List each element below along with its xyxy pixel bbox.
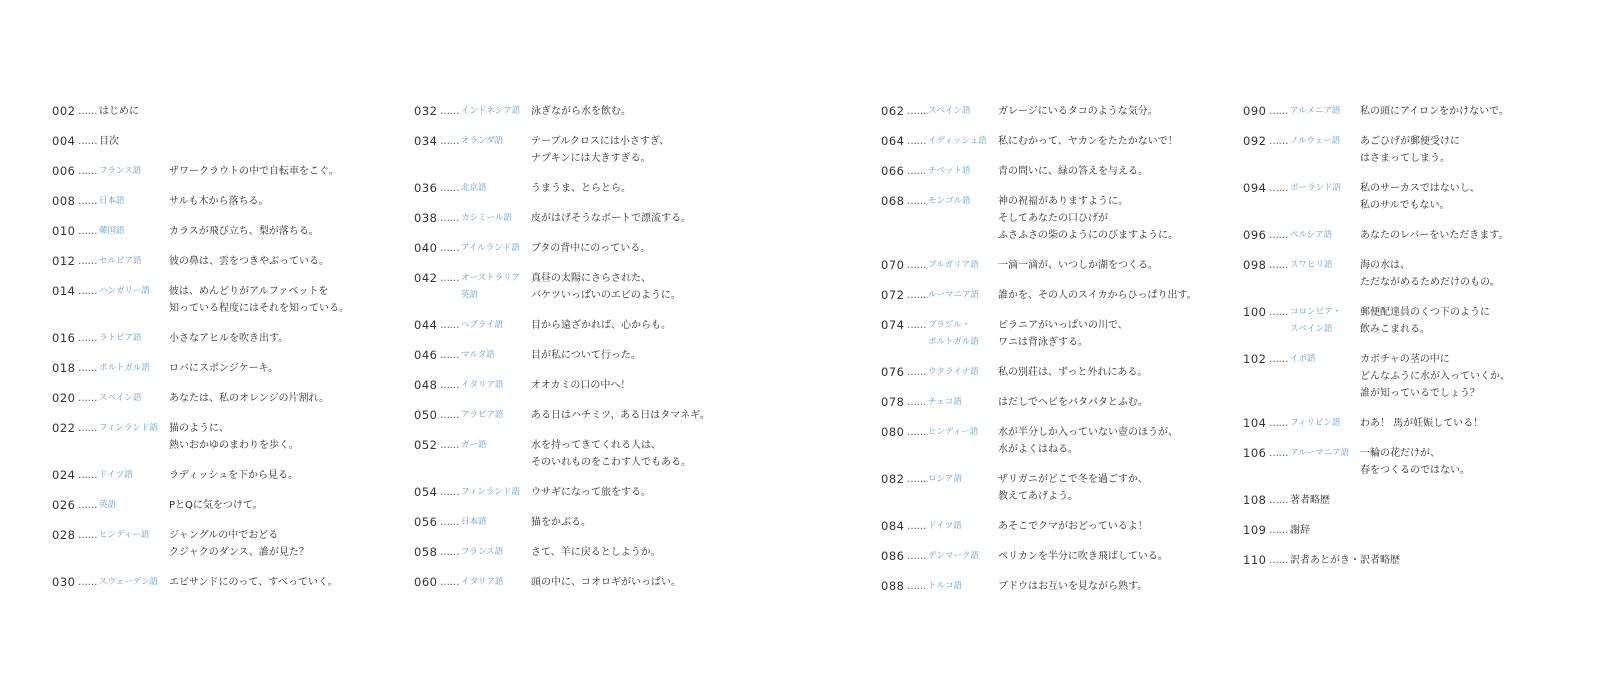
page-number: 100 — [1243, 305, 1267, 319]
language-label: チベット語 — [928, 166, 971, 176]
language-label: オランダ語 — [461, 136, 504, 146]
language-label: ノルウェー語 — [1290, 136, 1341, 146]
language-label: 英語 — [99, 500, 117, 510]
page-number: 084 — [881, 519, 905, 533]
language-label: モンゴル語 — [928, 196, 971, 206]
leader-dots: …… — [907, 551, 926, 562]
leader-dots: …… — [907, 290, 926, 301]
language-label: イディッシュ語 — [928, 136, 987, 146]
leader-dots: …… — [78, 286, 97, 297]
toc-entry — [414, 270, 774, 304]
toc-entry — [881, 317, 1241, 351]
leader-dots: …… — [907, 581, 926, 592]
toc-entry — [881, 287, 1241, 304]
leader-dots: …… — [907, 166, 926, 177]
proverb-text: 水が半分しか入っていない壺のほうが、 水がよくはねる。 — [998, 427, 1178, 455]
page-number: 010 — [52, 224, 76, 238]
toc-entry — [414, 574, 774, 591]
language-label: アイルランド語 — [461, 243, 520, 253]
language-label: ヒンディー語 — [928, 427, 979, 437]
leader-dots: …… — [440, 106, 459, 117]
proverb-text: 私にむかって、ヤカンをたたかないで！ — [998, 136, 1178, 147]
toc-entry — [1243, 227, 1600, 244]
page-number: 016 — [52, 331, 76, 345]
toc-entry — [414, 484, 774, 501]
proverb-text: オオカミの口の中へ！ — [531, 380, 631, 391]
page-number: 004 — [52, 134, 76, 148]
proverb-text: 私の別荘は、ずっと外れにある。 — [998, 367, 1148, 378]
leader-dots: …… — [1269, 260, 1288, 271]
language-label: ヘブライ語 — [461, 320, 503, 330]
section-title: 訳者あとがき・訳者略歴 — [1290, 555, 1400, 566]
page-number: 032 — [414, 104, 438, 118]
page-number: 054 — [414, 485, 438, 499]
page-number: 066 — [881, 164, 905, 178]
toc-entry — [881, 471, 1241, 505]
language-label: ロシア語 — [928, 474, 963, 484]
leader-dots: …… — [78, 393, 97, 404]
leader-dots: …… — [440, 577, 459, 588]
toc-entry — [1243, 103, 1600, 120]
toc-entry — [52, 253, 412, 270]
section-title: 目次 — [99, 136, 119, 147]
leader-dots: …… — [78, 226, 97, 237]
language-label: ポーランド語 — [1290, 183, 1342, 193]
proverb-text: ザリガニがどこで冬を過ごすか、 教えてあげよう。 — [998, 474, 1148, 502]
toc-entry — [1243, 522, 1600, 539]
page-number: 068 — [881, 194, 905, 208]
leader-dots: …… — [78, 166, 97, 177]
proverb-text: 彼は、めんどりがアルファベットを 知っている程度にはそれを知っている。 — [169, 286, 349, 314]
proverb-text: カラスが飛び立ち、梨が落ちる。 — [169, 226, 319, 237]
proverb-text: 小さなアヒルを吹き出す。 — [169, 333, 289, 344]
language-label: セルビア語 — [99, 256, 142, 266]
proverb-text: テーブルクロスには小さすぎ、 ナプキンには大きすぎる。 — [531, 136, 670, 164]
proverb-text: 皮がはげそうなボートで漂流する。 — [531, 213, 691, 224]
toc-entry — [52, 574, 412, 591]
leader-dots: …… — [907, 260, 926, 271]
proverb-text: うまうま、とらとら。 — [531, 183, 631, 194]
toc-entry — [52, 330, 412, 347]
language-label: アルメニア語 — [1290, 106, 1341, 116]
toc-entry — [52, 527, 412, 561]
page-number: 060 — [414, 575, 438, 589]
proverb-text: エビサンドにのって、すべっていく。 — [169, 577, 338, 588]
proverb-text: 私の頭にアイロンをかけないで。 — [1360, 106, 1509, 117]
language-label: ブラジル・ ポルトガル語 — [928, 320, 979, 347]
page-number: 022 — [52, 421, 76, 435]
proverb-text: ペリカンを半分に吹き飛ばしている。 — [998, 551, 1168, 562]
language-label: ヒンディー語 — [99, 530, 150, 540]
toc-entry — [1243, 351, 1600, 402]
page-number: 094 — [1243, 181, 1267, 195]
page-number: 090 — [1243, 104, 1267, 118]
proverb-text: 猫をかぶる。 — [531, 517, 591, 528]
page-number: 040 — [414, 241, 438, 255]
proverb-text: さて、羊に戻るとしようか。 — [531, 547, 661, 558]
toc-entry — [414, 544, 774, 561]
toc-entry — [881, 424, 1241, 458]
language-label: ポルトガル語 — [99, 363, 150, 373]
language-label: チェコ語 — [928, 397, 962, 407]
leader-dots: …… — [1269, 230, 1288, 241]
toc-entry — [52, 193, 412, 210]
leader-dots: …… — [78, 196, 97, 207]
leader-dots: …… — [1269, 183, 1288, 194]
proverb-text: ザワークラウトの中で自転車をこぐ。 — [169, 166, 339, 177]
proverb-text: ブドウはお互いを見ながら熟す。 — [998, 581, 1148, 592]
page-number: 048 — [414, 378, 438, 392]
page-number: 062 — [881, 104, 905, 118]
toc-entry — [52, 497, 412, 514]
toc-entry — [52, 360, 412, 377]
toc-entry — [414, 180, 774, 197]
leader-dots: …… — [1269, 448, 1288, 459]
proverb-text: あそこでクマがおどっているよ！ — [998, 521, 1148, 532]
toc-entry — [1243, 133, 1600, 167]
proverb-text: 真昼の太陽にさらされた、 バケツいっぱいのエビのように。 — [531, 273, 681, 301]
page-number: 044 — [414, 318, 438, 332]
leader-dots: …… — [440, 213, 459, 224]
proverb-text: ジャングルの中でおどる クジャクのダンス、誰が見た？ — [169, 530, 309, 558]
page-number: 080 — [881, 425, 905, 439]
language-label: ドイツ語 — [99, 470, 133, 480]
proverb-text: 猫のように、 熱いおかゆのまわりを歩く。 — [169, 423, 299, 451]
language-label: ドイツ語 — [928, 521, 962, 531]
language-label: スペイン語 — [99, 393, 142, 403]
toc-entry — [881, 364, 1241, 381]
page-number: 028 — [52, 528, 76, 542]
page-number: 020 — [52, 391, 76, 405]
page-number: 088 — [881, 579, 905, 593]
language-label: アルーマニア語 — [1290, 448, 1350, 458]
page-number: 036 — [414, 181, 438, 195]
language-label: イタリア語 — [461, 577, 504, 587]
toc-entry — [881, 103, 1241, 120]
proverb-text: 一滴一滴が、いつしか湖をつくる。 — [998, 260, 1158, 271]
proverb-text: カボチャの茎の中に どんなふうに水が入っていくか、 誰が知っているでしょう？ — [1360, 354, 1510, 399]
leader-dots: …… — [1269, 555, 1288, 566]
toc-entry — [1243, 304, 1600, 338]
proverb-text: ガレージにいるタコのような気分。 — [998, 106, 1158, 117]
language-label: マルタ語 — [461, 350, 495, 360]
leader-dots: …… — [78, 256, 97, 267]
proverb-text: 水を持ってきてくれる人は、 そのいれものをこわす人でもある。 — [531, 440, 691, 468]
leader-dots: …… — [907, 320, 926, 331]
toc-entry — [1243, 257, 1600, 291]
section-title: はじめに — [99, 106, 139, 117]
page-number: 034 — [414, 134, 438, 148]
proverb-text: 泳ぎながら水を飲む。 — [531, 106, 631, 117]
leader-dots: …… — [78, 423, 97, 434]
toc-entry — [52, 420, 412, 454]
language-label: フィンランド語 — [461, 487, 520, 497]
page-number: 042 — [414, 271, 438, 285]
toc-entry — [881, 548, 1241, 565]
toc-entry — [52, 283, 412, 317]
language-label: 日本語 — [99, 196, 125, 206]
toc-entry — [1243, 552, 1600, 569]
leader-dots: …… — [907, 106, 926, 117]
page-number: 014 — [52, 284, 76, 298]
proverb-text: 一輪の花だけが、 春をつくるのではない。 — [1360, 448, 1470, 476]
leader-dots: …… — [440, 440, 459, 451]
proverb-text: 私のサーカスではないし、 私のサルでもない。 — [1360, 183, 1480, 211]
leader-dots: …… — [78, 530, 97, 541]
proverb-text: はだしでヘビをパタパタとふむ。 — [998, 397, 1148, 408]
toc-entry — [881, 518, 1241, 535]
proverb-text: 郵便配達員のくつ下のように 飲みこまれる。 — [1360, 307, 1490, 335]
leader-dots: …… — [440, 273, 459, 284]
language-label: デンマーク語 — [928, 551, 979, 561]
proverb-text: サルも木から落ちる。 — [169, 196, 269, 207]
toc-entry — [414, 133, 774, 167]
toc-entry — [881, 578, 1241, 595]
language-label: オーストラリア 英語 — [461, 273, 521, 300]
toc-entry — [52, 467, 412, 484]
page-number: 108 — [1243, 493, 1267, 507]
page-number: 078 — [881, 395, 905, 409]
toc-entry — [414, 103, 774, 120]
section-title: 謝辞 — [1290, 525, 1310, 536]
leader-dots: …… — [440, 380, 459, 391]
page-number: 050 — [414, 408, 438, 422]
leader-dots: …… — [1269, 418, 1288, 429]
page-number: 024 — [52, 468, 76, 482]
proverb-text: 目が私について行った。 — [531, 350, 641, 361]
leader-dots: …… — [1269, 307, 1288, 318]
language-label: ハンガリー語 — [99, 286, 151, 296]
page-number: 092 — [1243, 134, 1267, 148]
leader-dots: …… — [907, 367, 926, 378]
proverb-text: ラディッシュを下から見る。 — [169, 470, 298, 481]
language-label: ルーマニア語 — [928, 290, 980, 300]
page-number: 052 — [414, 438, 438, 452]
leader-dots: …… — [907, 521, 926, 532]
language-label: ラトビア語 — [99, 333, 142, 343]
proverb-text: ある日はハチミツ、ある日はタマネギ。 — [531, 410, 710, 421]
proverb-text: あごひげが郵便受けに はさまってしまう。 — [1360, 136, 1460, 164]
leader-dots: …… — [1269, 106, 1288, 117]
leader-dots: …… — [907, 136, 926, 147]
toc-entry — [414, 347, 774, 364]
language-label: ブルガリア語 — [928, 260, 979, 270]
toc-entry — [52, 223, 412, 240]
page-number: 110 — [1243, 553, 1267, 567]
leader-dots: …… — [440, 517, 459, 528]
page-number: 038 — [414, 211, 438, 225]
language-label: 日本語 — [461, 517, 487, 527]
leader-dots: …… — [1269, 495, 1288, 506]
leader-dots: …… — [78, 577, 97, 588]
proverb-text: ブタの背中にのっている。 — [531, 243, 651, 254]
page-number: 098 — [1243, 258, 1267, 272]
language-label: カシミール語 — [461, 213, 512, 223]
language-label: フィンランド語 — [99, 423, 158, 433]
toc-entry — [52, 133, 412, 150]
language-label: スウェーデン語 — [99, 577, 158, 587]
language-label: 韓国語 — [99, 226, 125, 236]
page-number: 086 — [881, 549, 905, 563]
proverb-text: ピラニアがいっぱいの川で、 ワニは背泳ぎする。 — [998, 320, 1128, 348]
toc-entry — [881, 133, 1241, 150]
leader-dots: …… — [78, 363, 97, 374]
toc-entry — [881, 163, 1241, 180]
leader-dots: …… — [440, 320, 459, 331]
toc-column-4 — [1243, 103, 1600, 582]
page-number: 096 — [1243, 228, 1267, 242]
page-number: 002 — [52, 104, 76, 118]
toc-column-3 — [881, 103, 1241, 608]
toc-entry — [414, 437, 774, 471]
toc-entry — [1243, 492, 1600, 509]
page-number: 076 — [881, 365, 905, 379]
leader-dots: …… — [440, 243, 459, 254]
toc-entry — [414, 377, 774, 394]
leader-dots: …… — [907, 397, 926, 408]
language-label: フランス語 — [461, 547, 504, 557]
proverb-text: ロバにスポンジケーキ。 — [169, 363, 279, 374]
toc-entry — [881, 394, 1241, 411]
proverb-text: ウサギになって旅をする。 — [531, 487, 651, 498]
leader-dots: …… — [78, 136, 97, 147]
leader-dots: …… — [440, 136, 459, 147]
proverb-text: わあ！ 馬が妊娠している！ — [1360, 418, 1484, 429]
leader-dots: …… — [907, 474, 926, 485]
leader-dots: …… — [78, 500, 97, 511]
proverb-text: PとQに気をつけて。 — [169, 500, 263, 511]
page-number: 006 — [52, 164, 76, 178]
language-label: ガー語 — [461, 440, 487, 450]
toc-column-1 — [52, 103, 412, 604]
proverb-text: あなたのレバーをいただきます。 — [1360, 230, 1509, 241]
page-number: 008 — [52, 194, 76, 208]
language-label: フランス語 — [99, 166, 142, 176]
proverb-text: 目から遠ざかれば、心からも。 — [531, 320, 671, 331]
toc-entry — [1243, 445, 1600, 479]
language-label: コロンビア・ スペイン語 — [1290, 307, 1342, 334]
toc-entry — [52, 103, 412, 120]
leader-dots: …… — [78, 333, 97, 344]
page-number: 072 — [881, 288, 905, 302]
leader-dots: …… — [440, 487, 459, 498]
page-number: 064 — [881, 134, 905, 148]
language-label: トルコ語 — [928, 581, 963, 591]
proverb-text: 頭の中に、コオロギがいっぱい。 — [531, 577, 681, 588]
leader-dots: …… — [440, 547, 459, 558]
language-label: スペイン語 — [928, 106, 971, 116]
toc-entry — [1243, 415, 1600, 432]
leader-dots: …… — [1269, 136, 1288, 147]
leader-dots: …… — [78, 470, 97, 481]
language-label: 北京語 — [461, 183, 487, 193]
language-label: ペルシア語 — [1290, 230, 1333, 240]
language-label: アラビア語 — [461, 410, 504, 420]
page-number: 070 — [881, 258, 905, 272]
page-number: 046 — [414, 348, 438, 362]
section-title: 著者略歴 — [1290, 495, 1330, 506]
page-number: 102 — [1243, 352, 1267, 366]
leader-dots: …… — [440, 183, 459, 194]
page-number: 012 — [52, 254, 76, 268]
toc-entry — [52, 163, 412, 180]
language-label: スワヒリ語 — [1290, 260, 1333, 270]
page-number: 018 — [52, 361, 76, 375]
language-label: フィリピン語 — [1290, 418, 1341, 428]
language-label: インドネシア語 — [461, 106, 521, 116]
leader-dots: …… — [78, 106, 97, 117]
page-number: 026 — [52, 498, 76, 512]
language-label: イボ語 — [1290, 354, 1316, 364]
toc-entry — [414, 210, 774, 227]
proverb-text: あなたは、私のオレンジの片割れ。 — [169, 393, 330, 404]
page-number: 074 — [881, 318, 905, 332]
toc-entry — [881, 257, 1241, 274]
toc-entry — [414, 240, 774, 257]
toc-column-2 — [414, 103, 774, 604]
toc-entry — [414, 407, 774, 424]
proverb-text: 海の水は、 ただながめるためだけのもの。 — [1360, 260, 1500, 288]
leader-dots: …… — [1269, 354, 1288, 365]
leader-dots: …… — [907, 427, 926, 438]
toc-entry — [52, 390, 412, 407]
proverb-text: 神の祝福がありますように。 そしてあなたの口ひげが ふさふさの柴のようにのびますように。 — [998, 196, 1178, 241]
page-number: 106 — [1243, 446, 1267, 460]
page-number: 082 — [881, 472, 905, 486]
toc-entry — [414, 514, 774, 531]
leader-dots: …… — [440, 350, 459, 361]
language-label: ウクライナ語 — [928, 367, 979, 377]
toc-entry — [414, 317, 774, 334]
leader-dots: …… — [440, 410, 459, 421]
toc-entry — [881, 193, 1241, 244]
page-number: 056 — [414, 515, 438, 529]
toc-entry — [1243, 180, 1600, 214]
language-label: イタリア語 — [461, 380, 504, 390]
proverb-text: 青の問いに、緑の答えを与える。 — [998, 166, 1148, 177]
leader-dots: …… — [1269, 525, 1288, 536]
page-number: 104 — [1243, 416, 1267, 430]
page-number: 030 — [52, 575, 76, 589]
proverb-text: 彼の鼻は、雲をつきやぶっている。 — [169, 256, 329, 267]
leader-dots: …… — [907, 196, 926, 207]
page-number: 109 — [1243, 523, 1267, 537]
page-number: 058 — [414, 545, 438, 559]
proverb-text: 誰かを、その人のスイカからひっぱり出す。 — [998, 290, 1197, 301]
